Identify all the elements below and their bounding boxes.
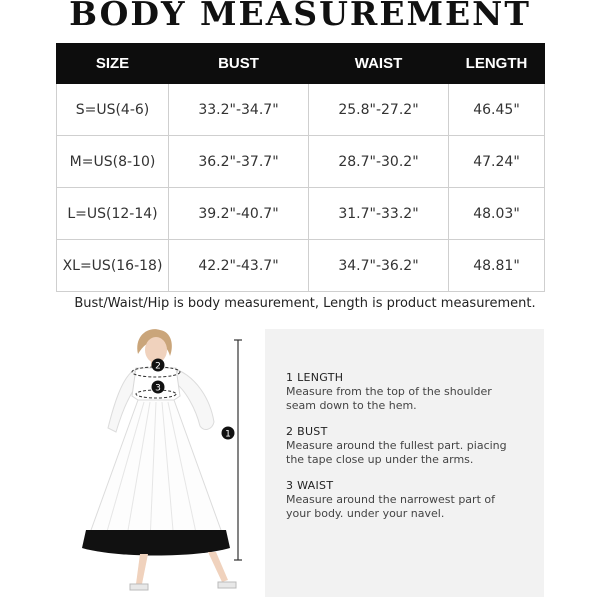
marker-waist-label: 3	[155, 383, 161, 394]
bust-cell: 36.2"-37.7"	[169, 136, 309, 188]
instruction-text: your body. under your navel.	[286, 507, 445, 520]
dress-figure-svg	[56, 326, 256, 596]
size-cell: M=US(8-10)	[57, 136, 169, 188]
right-shoe	[218, 582, 236, 588]
table-row	[57, 84, 545, 136]
instruction-waist	[286, 479, 536, 521]
instruction-text: Measure around the fullest part. piacing	[286, 439, 507, 452]
header-waist: WAIST	[309, 44, 449, 84]
size-chart-table	[56, 43, 545, 292]
table-row	[57, 240, 545, 292]
table-row	[57, 188, 545, 240]
waist-cell: 25.8"-27.2"	[309, 84, 449, 136]
length-cell: 48.81"	[449, 240, 545, 292]
instruction-length	[286, 371, 536, 413]
length-cell: 47.24"	[449, 136, 545, 188]
right-leg	[208, 552, 228, 582]
marker-waist	[152, 381, 165, 394]
instruction-text: Measure from the top of the shoulder	[286, 385, 492, 398]
bust-cell: 33.2"-34.7"	[169, 84, 309, 136]
table-header-row	[57, 44, 545, 84]
dress-hem	[82, 530, 230, 556]
marker-length-label: 1	[225, 429, 231, 440]
instruction-bust	[286, 425, 536, 467]
instruction-text: seam down to the hem.	[286, 399, 417, 412]
header-bust: BUST	[169, 44, 309, 84]
page-title: BODY MEASUREMENT	[69, 0, 531, 33]
left-shoe	[130, 584, 148, 590]
bust-cell: 42.2"-43.7"	[169, 240, 309, 292]
length-cell: 48.03"	[449, 188, 545, 240]
size-cell: XL=US(16-18)	[57, 240, 169, 292]
instruction-heading: 1 LENGTH	[286, 371, 344, 384]
size-cell: S=US(4-6)	[57, 84, 169, 136]
measurement-note: Bust/Waist/Hip is body measurement, Length is product measurement.	[74, 296, 536, 311]
header-size: SIZE	[57, 44, 169, 84]
waist-cell: 28.7"-30.2"	[309, 136, 449, 188]
left-leg	[136, 554, 148, 584]
instruction-text: Measure around the narrowest part of	[286, 493, 495, 506]
table-row	[57, 136, 545, 188]
length-cell: 46.45"	[449, 84, 545, 136]
waist-cell: 34.7"-36.2"	[309, 240, 449, 292]
marker-bust-label: 2	[155, 361, 161, 372]
waist-cell: 31.7"-33.2"	[309, 188, 449, 240]
header-length: LENGTH	[449, 44, 545, 84]
marker-length	[222, 427, 235, 440]
instruction-text: the tape close up under the arms.	[286, 453, 474, 466]
instruction-heading: 3 WAIST	[286, 479, 334, 492]
marker-bust	[152, 359, 165, 372]
instructions-panel	[265, 329, 544, 597]
bust-cell: 39.2"-40.7"	[169, 188, 309, 240]
dress-illustration	[56, 326, 256, 596]
instruction-heading: 2 BUST	[286, 425, 328, 438]
size-cell: L=US(12-14)	[57, 188, 169, 240]
